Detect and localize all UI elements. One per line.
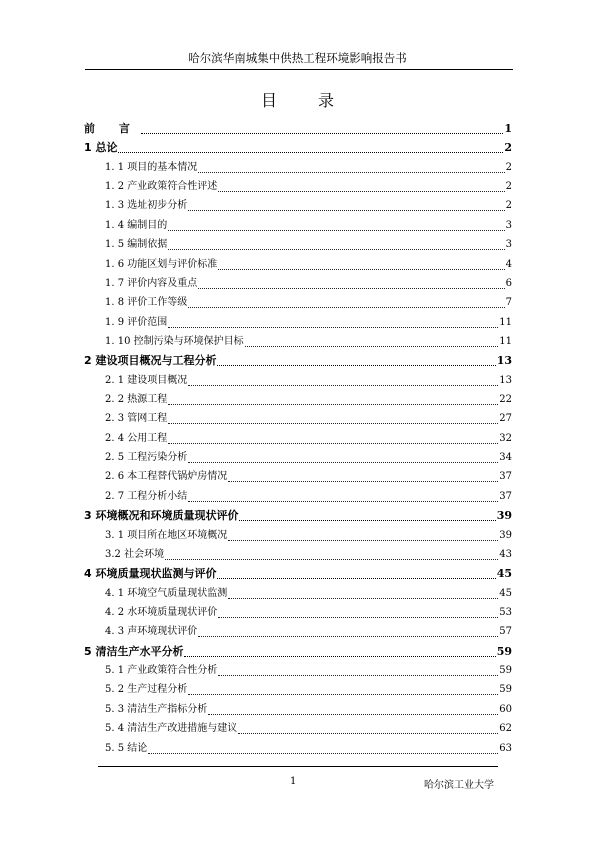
- toc-entry-label: 2. 6 本工程替代锅炉房情况: [105, 471, 228, 483]
- toc-dot-leader: [228, 588, 498, 599]
- toc-chapter-entry[interactable]: [84, 563, 512, 581]
- toc-section-entry[interactable]: [84, 273, 512, 291]
- toc-entry-label: 2. 5 工程污染分析: [105, 452, 188, 464]
- toc-section-entry[interactable]: [84, 408, 512, 426]
- toc-section-entry[interactable]: [84, 428, 512, 446]
- toc-entry-page: 32: [499, 432, 512, 444]
- toc-dot-leader: [218, 607, 498, 618]
- toc-dot-leader: [188, 491, 498, 502]
- toc-entry-page: 4: [505, 258, 512, 270]
- toc-dot-leader: [239, 510, 495, 521]
- toc-entry-page: 37: [499, 471, 512, 483]
- toc-entry-label: 1. 7 评价内容及重点: [105, 277, 198, 289]
- toc-entry-label: 3 环境概况和环境质量现状评价: [84, 509, 239, 523]
- toc-entry-page: 43: [499, 548, 512, 560]
- toc-entry-label: 1. 9 评价范围: [105, 316, 168, 328]
- toc-section-entry[interactable]: [84, 679, 512, 697]
- toc-entry-label: 4. 3 声环境现状评价: [105, 626, 198, 638]
- toc-section-entry[interactable]: [84, 486, 512, 504]
- toc-entry-page: 2: [505, 200, 512, 212]
- toc-entry-page: 3: [505, 239, 512, 251]
- toc-entry-page: 13: [496, 354, 512, 368]
- toc-entry-label: 5. 5 结论: [105, 742, 148, 754]
- toc-entry-page: 2: [505, 161, 512, 173]
- toc-chapter-entry[interactable]: [84, 118, 512, 136]
- toc-entry-page: 11: [499, 335, 512, 347]
- toc-entry-label: 2. 2 热源工程: [105, 394, 168, 406]
- toc-entry-page: 1: [504, 122, 512, 135]
- toc-entry-label: 1 总论: [84, 141, 118, 155]
- footer-page-number: 1: [290, 776, 297, 787]
- toc-title: 目 录: [260, 91, 353, 110]
- toc-dot-leader: [184, 646, 495, 657]
- toc-section-entry[interactable]: [84, 738, 512, 756]
- toc-entry-label: 5. 2 生产过程分析: [105, 684, 188, 696]
- toc-entry-page: 11: [499, 316, 512, 328]
- toc-entry-label: 5. 1 产业政策符合性分析: [105, 665, 218, 677]
- toc-section-entry[interactable]: [84, 331, 512, 349]
- toc-section-entry[interactable]: [84, 660, 512, 678]
- toc-section-entry[interactable]: [84, 234, 512, 252]
- toc-entry-label: 5 清洁生产水平分析: [84, 644, 184, 658]
- toc-dot-leader: [168, 433, 498, 444]
- toc-entry-page: 37: [499, 490, 512, 502]
- footer-rule: [98, 766, 498, 767]
- toc-dot-leader: [118, 142, 503, 153]
- toc-dot-leader: [148, 743, 498, 754]
- header-rule: [85, 69, 513, 70]
- toc-section-entry[interactable]: [84, 292, 512, 310]
- toc-chapter-entry[interactable]: [84, 505, 512, 523]
- toc-dot-leader: [141, 123, 504, 134]
- toc-dot-leader: [168, 413, 498, 424]
- toc-entry-label: 4 环境质量现状监测与评价: [84, 567, 217, 581]
- toc-entry-label: 1. 1 项目的基本情况: [105, 161, 198, 173]
- toc-dot-leader: [238, 723, 498, 734]
- toc-entry-page: 13: [499, 374, 512, 386]
- toc-entry-page: 53: [499, 607, 512, 618]
- toc-section-entry[interactable]: [84, 389, 512, 407]
- toc-section-entry[interactable]: [84, 602, 512, 620]
- toc-entry-label: 4. 2 水环境质量现状评价: [105, 607, 218, 618]
- toc-dot-leader: [198, 278, 504, 289]
- toc-dot-leader: [168, 220, 504, 231]
- toc-section-entry[interactable]: [84, 525, 512, 543]
- toc-entry-page: 59: [499, 665, 512, 677]
- toc-entry-page: 34: [499, 452, 512, 464]
- toc-section-entry[interactable]: [84, 157, 512, 175]
- toc-dot-leader: [188, 452, 498, 463]
- toc-section-entry[interactable]: [84, 621, 512, 639]
- toc-section-entry[interactable]: [84, 447, 512, 465]
- toc-section-entry[interactable]: [84, 215, 512, 233]
- toc-dot-leader: [198, 626, 498, 637]
- toc-section-entry[interactable]: [84, 312, 512, 330]
- toc-entry-label: 1. 4 编制目的: [105, 219, 168, 231]
- toc-dot-leader: [188, 375, 498, 386]
- toc-dot-leader: [218, 259, 504, 270]
- toc-dot-leader: [188, 200, 504, 211]
- toc-entry-label: 1. 8 评价工作等级: [105, 297, 188, 309]
- toc-dot-leader: [188, 297, 504, 308]
- toc-entry-label: 2. 3 管网工程: [105, 413, 168, 425]
- toc-chapter-entry[interactable]: [84, 350, 512, 368]
- toc-dot-leader: [208, 704, 498, 715]
- toc-entry-label: 5. 3 清洁生产指标分析: [105, 703, 208, 715]
- toc-section-entry[interactable]: [84, 176, 512, 194]
- toc-section-entry[interactable]: [84, 699, 512, 717]
- toc-section-entry[interactable]: [84, 583, 512, 601]
- toc-entry-page: 60: [499, 703, 512, 715]
- toc-entry-label: 3.2 社会环境: [105, 548, 165, 560]
- toc-entry-page: 63: [499, 742, 512, 754]
- toc-dot-leader: [217, 355, 495, 366]
- toc-entry-label: 4. 1 环境空气质量现状监测: [105, 587, 228, 599]
- toc-dot-leader: [228, 471, 498, 482]
- toc-entry-label: 2. 4 公用工程: [105, 432, 168, 444]
- toc-entry-label: 1. 3 选址初步分析: [105, 200, 188, 212]
- toc-dot-leader: [168, 239, 504, 250]
- toc-entry-label: 2. 7 工程分析小结: [105, 490, 188, 502]
- toc-dot-leader: [245, 336, 499, 347]
- toc-entry-page: 45: [499, 587, 512, 599]
- toc-entry-page: 62: [499, 723, 512, 735]
- toc-dot-leader: [165, 549, 498, 560]
- toc-section-entry[interactable]: [84, 254, 512, 272]
- toc-entry-page: 39: [496, 509, 512, 523]
- toc-chapter-entry[interactable]: [84, 137, 512, 155]
- toc-entry-label: 1. 2 产业政策符合性评述: [105, 181, 218, 193]
- toc-entry-label: 2. 1 建设项目概况: [105, 374, 188, 386]
- toc-entry-page: 59: [496, 644, 512, 658]
- toc-entry-label: 3. 1 项目所在地区环境概况: [105, 529, 228, 541]
- toc-entry-page: 27: [499, 413, 512, 425]
- toc-section-entry[interactable]: [84, 195, 512, 213]
- page-header-title: 哈尔滨华南城集中供热工程环境影响报告书: [188, 51, 407, 65]
- toc-entry-label: 5. 4 清洁生产改进措施与建议: [105, 723, 238, 735]
- toc-entry-page: 6: [505, 277, 512, 289]
- toc-entry-page: 7: [505, 297, 512, 309]
- footer-organization: 哈尔滨工业大学: [424, 780, 494, 791]
- toc-dot-leader: [218, 181, 504, 192]
- toc-dot-leader: [218, 665, 498, 676]
- toc-entry-page: 45: [496, 567, 512, 581]
- toc-entry-label: 2 建设项目概况与工程分析: [84, 354, 217, 368]
- toc-section-entry[interactable]: [84, 370, 512, 388]
- toc-entry-page: 22: [499, 394, 512, 406]
- toc-entry-page: 59: [499, 684, 512, 696]
- toc-entry-label: 1. 6 功能区划与评价标准: [105, 258, 218, 270]
- toc-entry-page: 2: [505, 181, 512, 193]
- toc-entry-page: 39: [499, 529, 512, 541]
- toc-entry-label: 1. 10 控制污染与环境保护目标: [105, 335, 244, 347]
- toc-dot-leader: [188, 684, 498, 695]
- toc-dot-leader: [217, 568, 495, 579]
- toc-dot-leader: [228, 530, 498, 541]
- toc-dot-leader: [168, 394, 498, 405]
- toc-dot-leader: [198, 162, 504, 173]
- toc-entry-label: 1. 5 编制依据: [105, 239, 168, 251]
- toc-entry-page: 3: [505, 219, 512, 231]
- toc-dot-leader: [168, 317, 498, 328]
- toc-entry-page: 57: [499, 626, 512, 638]
- toc-section-entry[interactable]: [84, 544, 512, 562]
- toc-chapter-entry[interactable]: [84, 641, 512, 659]
- toc-entry-label: 前 言: [84, 122, 140, 135]
- toc-section-entry[interactable]: [84, 718, 512, 736]
- toc-section-entry[interactable]: [84, 466, 512, 484]
- toc-entry-page: 2: [504, 141, 512, 155]
